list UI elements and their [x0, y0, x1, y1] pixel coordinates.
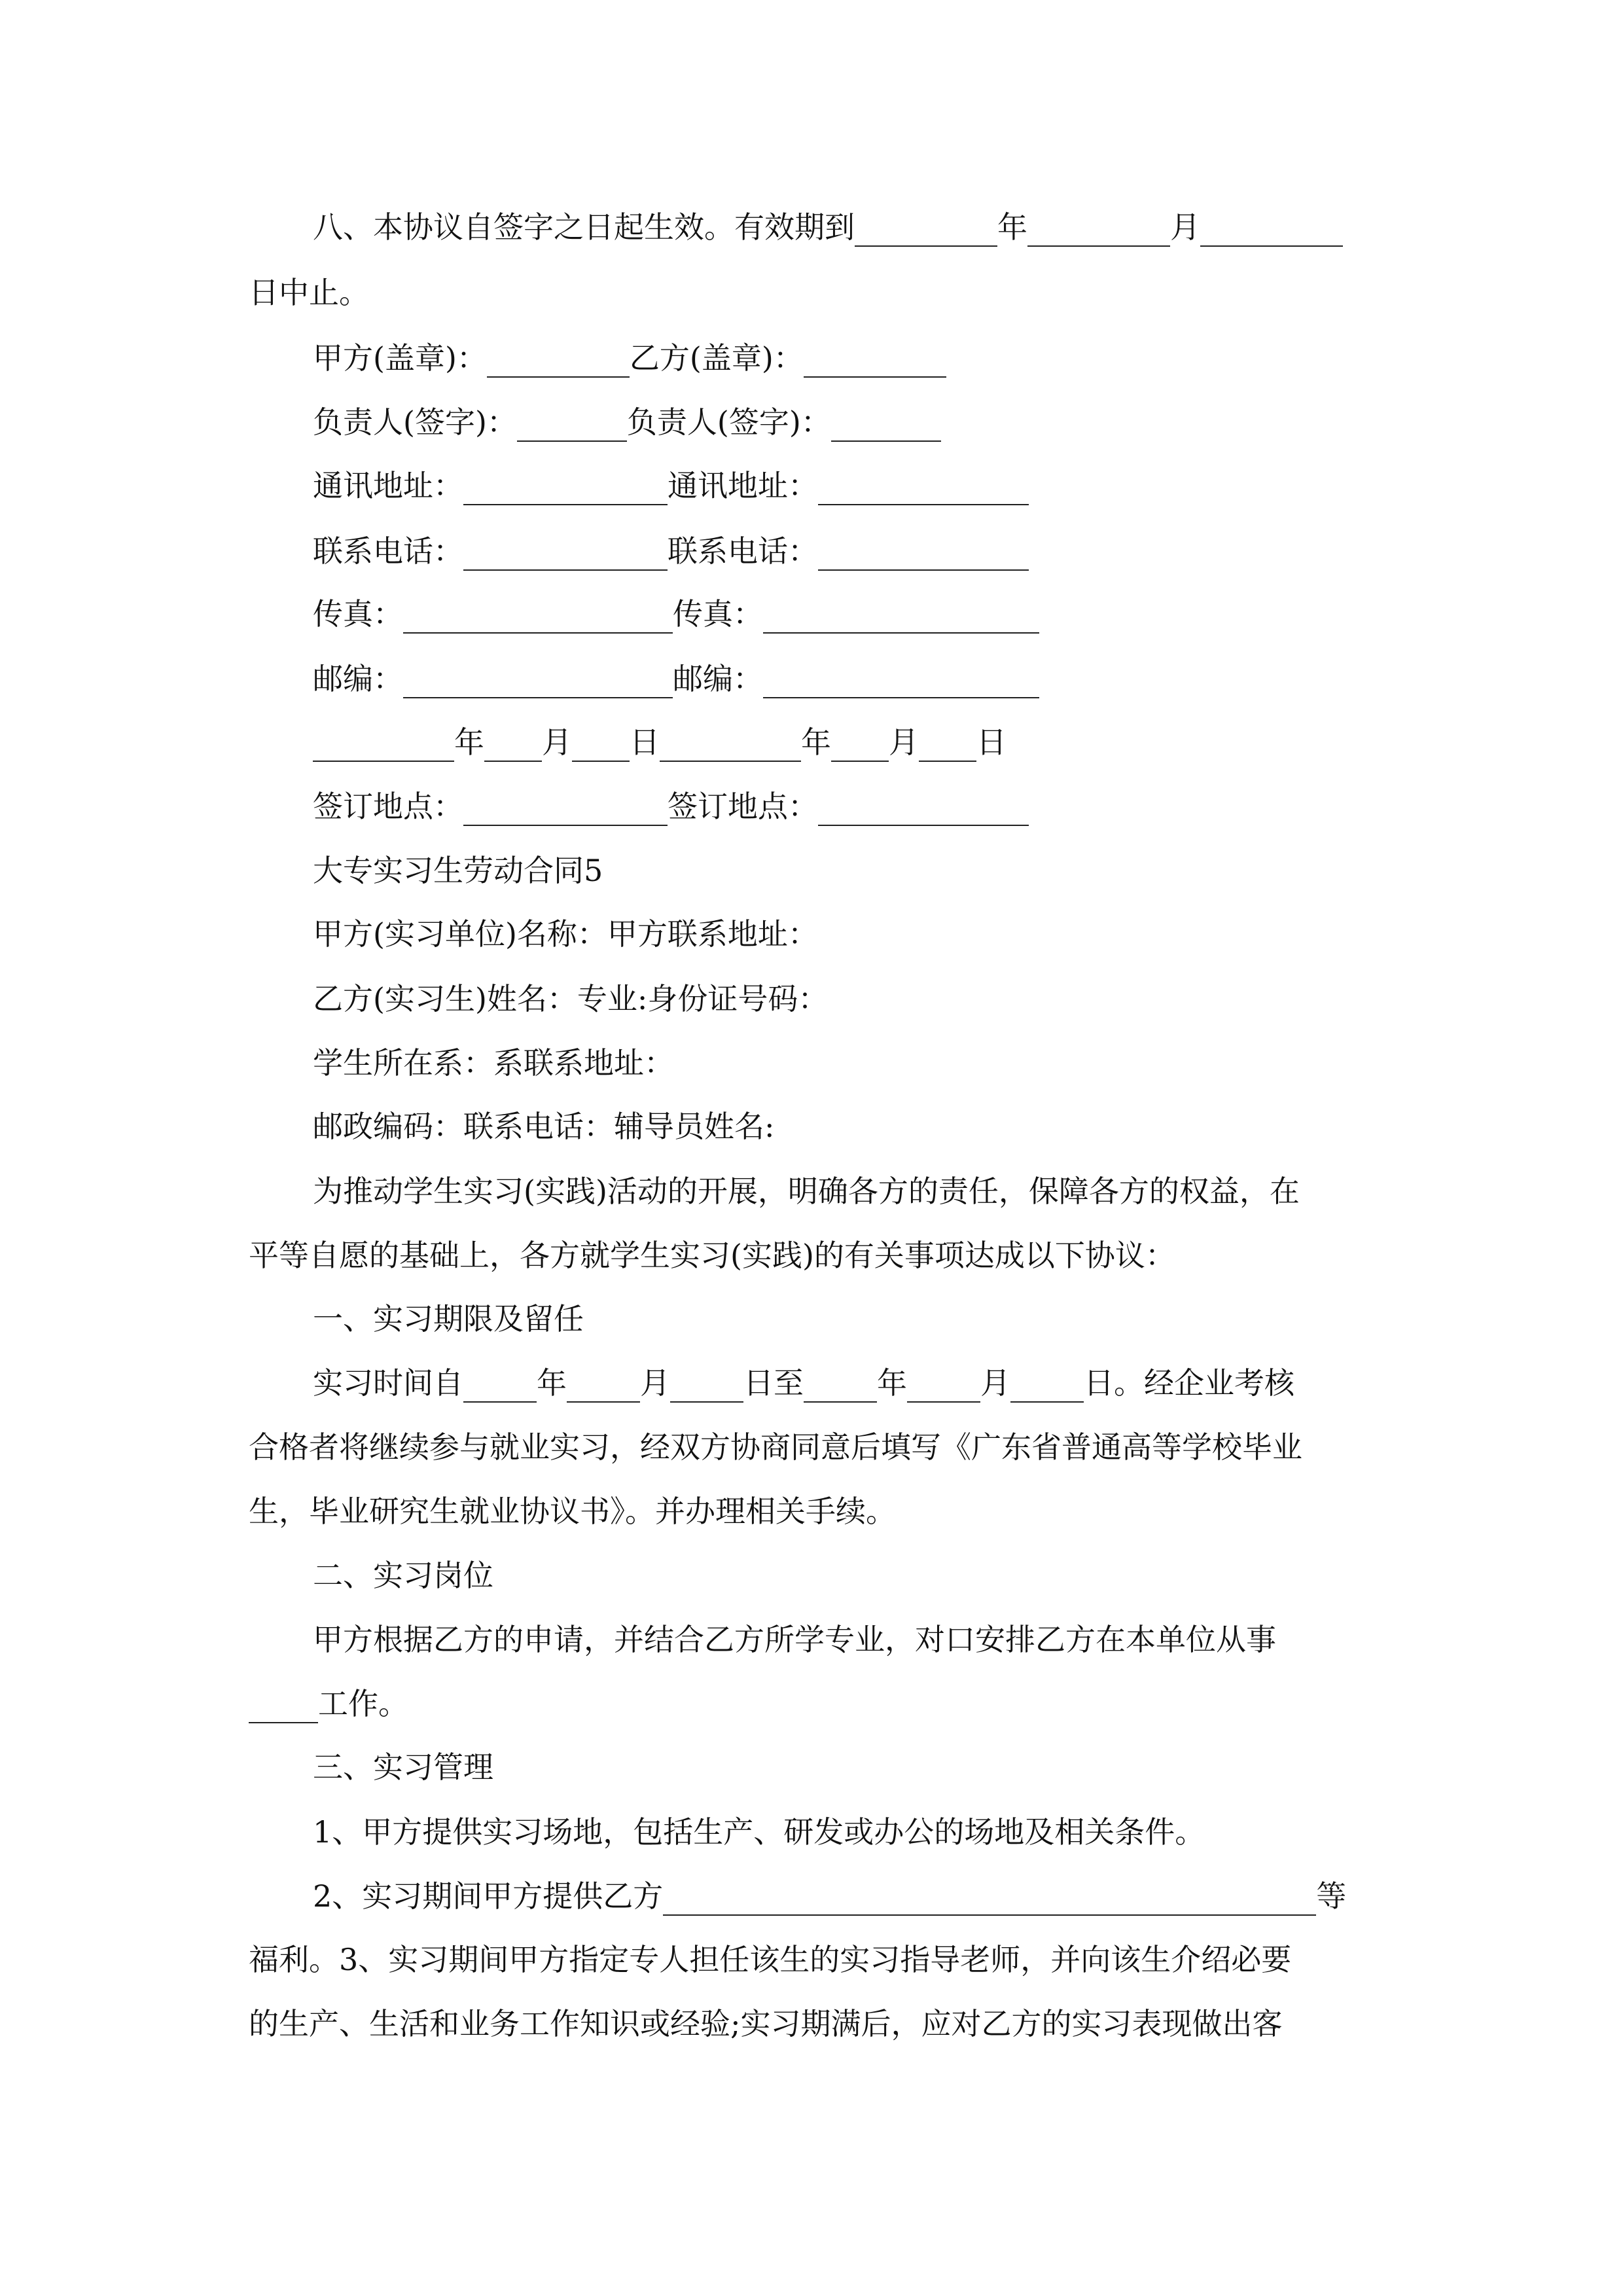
- fill-in-blank: [818, 475, 1029, 505]
- text-line: [249, 1684, 408, 1723]
- fill-in-blank: [818, 541, 1029, 571]
- text-segment: 学生所在系：系联系地址：: [313, 1045, 674, 1081]
- text-segment: 传真：: [313, 596, 403, 632]
- fill-in-blank: [804, 348, 946, 378]
- text-segment: 2、实习期间甲方提供乙方: [313, 1878, 664, 1914]
- text-segment: 三、实习管理: [313, 1749, 493, 1785]
- text-segment: 月: [980, 1365, 1010, 1401]
- fill-in-blank: [907, 1372, 980, 1403]
- text-segment: 年: [877, 1365, 907, 1401]
- text-line: [313, 1876, 1346, 1916]
- text-segment: 工作。: [318, 1686, 408, 1721]
- fill-in-blank: [763, 603, 1039, 634]
- text-segment: 的生产、生活和业务工作知识或经验;实习期满后，应对乙方的实习表现做出客: [249, 2006, 1283, 2041]
- text-segment: 福利。3、实习期间甲方指定专人担任该生的实习指导老师，并向该生介绍必要: [249, 1942, 1292, 1977]
- text-segment: 合格者将继续参与就业实习，经双方协商同意后填写《广东省普通高等学校毕业: [249, 1429, 1302, 1465]
- fill-in-blank: [804, 1372, 877, 1403]
- text-segment: 甲方(实习单位)名称：甲方联系地址：: [313, 916, 818, 952]
- text-segment: 生，毕业研究生就业协议书》。并办理相关手续。: [249, 1494, 896, 1529]
- fill-in-blank: [487, 348, 630, 378]
- fill-in-blank: [463, 1372, 537, 1403]
- text-line: [313, 851, 603, 890]
- text-segment: 邮编：: [673, 661, 763, 696]
- text-segment: 年: [997, 209, 1027, 245]
- text-segment: 签订地点：: [313, 789, 463, 824]
- text-segment: 日。经企业考核: [1084, 1365, 1294, 1401]
- text-segment: 日: [630, 725, 660, 760]
- text-segment: 大专实习生劳动合同5: [313, 853, 603, 888]
- fill-in-blank: [463, 475, 668, 505]
- text-segment: 负责人(签字)：: [626, 404, 831, 440]
- text-segment: 年: [537, 1365, 567, 1401]
- fill-in-blank: [1200, 217, 1343, 247]
- text-segment: 为推动学生实习(实践)活动的开展，明确各方的责任，保障各方的权益，在: [313, 1174, 1300, 1209]
- fill-in-blank: [572, 732, 630, 762]
- text-segment: 月: [640, 1365, 670, 1401]
- fill-in-blank: [484, 732, 542, 762]
- text-segment: 负责人(签字)：: [313, 404, 517, 440]
- text-line: [249, 1427, 1302, 1467]
- fill-in-blank: [670, 1372, 743, 1403]
- fill-in-blank: [1010, 1372, 1084, 1403]
- text-line: [313, 594, 1039, 634]
- text-line: [313, 723, 1007, 762]
- text-segment: 签订地点：: [668, 789, 818, 824]
- text-line: [313, 979, 828, 1018]
- text-segment: 月: [889, 725, 919, 760]
- fill-in-blank: [831, 412, 941, 442]
- text-line: [313, 1556, 493, 1595]
- text-line: [313, 1363, 1294, 1403]
- text-line: [249, 1940, 1291, 1979]
- text-line: [313, 1043, 674, 1083]
- fill-in-blank: [663, 1886, 1316, 1916]
- fill-in-blank: [463, 796, 668, 826]
- fill-in-blank: [403, 603, 673, 634]
- text-segment: 八、本协议自签字之日起生效。有效期到: [313, 209, 855, 245]
- text-segment: 甲方根据乙方的申请，并结合乙方所学专业，对口安排乙方在本单位从事: [313, 1622, 1276, 1657]
- text-line: [313, 338, 946, 378]
- text-line: [313, 787, 1029, 826]
- text-segment: 乙方(盖章)：: [629, 340, 804, 376]
- fill-in-blank: [463, 541, 668, 571]
- text-segment: 甲方(盖章)：: [313, 340, 487, 376]
- text-line: [249, 2004, 1283, 2043]
- text-line: [249, 273, 369, 312]
- text-segment: 年: [454, 725, 484, 760]
- fill-in-blank: [517, 412, 627, 442]
- text-line: [313, 207, 1343, 247]
- fill-in-blank: [1027, 217, 1170, 247]
- text-segment: 等: [1316, 1878, 1347, 1914]
- text-segment: 平等自愿的基础上，各方就学生实习(实践)的有关事项达成以下协议：: [249, 1238, 1175, 1273]
- fill-in-blank: [763, 668, 1039, 698]
- text-segment: 通讯地址：: [313, 468, 463, 503]
- text-line: [313, 1299, 584, 1338]
- text-segment: 日: [976, 725, 1007, 760]
- text-segment: 通讯地址：: [668, 468, 818, 503]
- text-segment: 月: [1170, 209, 1200, 245]
- text-line: [313, 531, 1029, 571]
- text-segment: 年: [801, 725, 831, 760]
- text-line: [313, 1620, 1276, 1659]
- fill-in-blank: [831, 732, 889, 762]
- text-segment: 乙方(实习生)姓名：专业:身份证号码：: [313, 981, 829, 1016]
- text-segment: 联系电话：: [313, 533, 463, 569]
- text-line: [313, 1172, 1300, 1211]
- text-line: [249, 1492, 896, 1531]
- text-segment: 日至: [743, 1365, 804, 1401]
- text-segment: 1、甲方提供实习场地，包括生产、研发或办公的场地及相关条件。: [313, 1814, 1205, 1850]
- fill-in-blank: [403, 668, 673, 698]
- text-segment: 实习时间自: [313, 1365, 463, 1401]
- text-line: [313, 403, 941, 442]
- fill-in-blank: [855, 217, 997, 247]
- text-line: [313, 1748, 493, 1787]
- text-segment: 一、实习期限及留任: [313, 1301, 584, 1336]
- text-segment: 邮编：: [313, 661, 403, 696]
- text-line: [313, 1812, 1205, 1852]
- text-line: [249, 1236, 1175, 1275]
- text-segment: 月: [542, 725, 572, 760]
- text-line: [313, 914, 818, 954]
- text-line: [313, 659, 1039, 698]
- fill-in-blank: [313, 732, 454, 762]
- text-segment: 日中止。: [249, 275, 369, 310]
- text-segment: 二、实习岗位: [313, 1558, 493, 1593]
- fill-in-blank: [818, 796, 1029, 826]
- fill-in-blank: [919, 732, 976, 762]
- text-segment: 传真：: [673, 596, 763, 632]
- text-segment: 联系电话：: [668, 533, 818, 569]
- text-segment: 邮政编码：联系电话：辅导员姓名:: [313, 1109, 775, 1144]
- fill-in-blank: [660, 732, 801, 762]
- fill-in-blank: [567, 1372, 640, 1403]
- text-line: [313, 466, 1029, 505]
- fill-in-blank: [249, 1693, 318, 1723]
- text-line: [313, 1107, 775, 1146]
